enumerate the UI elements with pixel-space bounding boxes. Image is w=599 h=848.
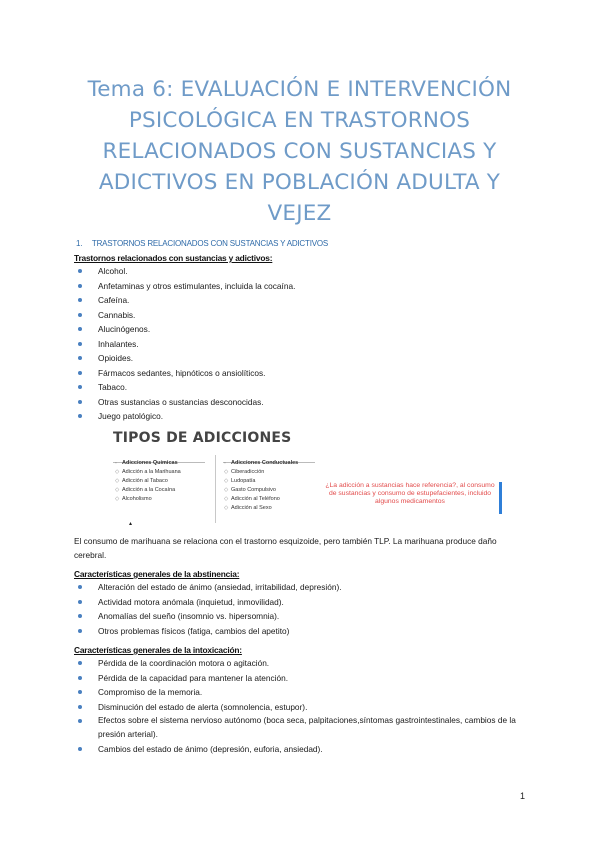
bullet-icon: [78, 356, 82, 360]
diamond-icon: ◇: [224, 505, 229, 511]
bullet-icon: [78, 298, 82, 302]
bullet-icon: [78, 719, 82, 723]
list-item: [74, 366, 295, 381]
section-heading: [76, 239, 328, 248]
dash-icon: -: [224, 460, 226, 466]
list-item-text: Adicción al Sexo: [231, 505, 272, 511]
list-item: [74, 742, 538, 757]
bullet-icon: [78, 629, 82, 633]
list-item-text: Compromiso de la memoria.: [98, 687, 203, 697]
list-item-text: Tabaco.: [98, 382, 128, 392]
title-line-2: PSICOLÓGICA EN TRASTORNOS: [128, 108, 471, 133]
list-item-text: Adicción a la Cocaína: [122, 487, 176, 493]
diamond-icon: ◇: [115, 478, 120, 484]
title-line-4: ADICTIVOS EN POBLACIÓN ADULTA Y: [98, 170, 501, 195]
list-item-text: Cafeína.: [98, 295, 130, 305]
accent-bar: [499, 482, 502, 514]
conductuales-column: [224, 459, 298, 513]
list-item-text: Adicción al Tabaco: [122, 478, 168, 484]
list-item-text: Cambios del estado de ánimo (depresión, euforia, ansiedad).: [98, 744, 323, 754]
list-item: [74, 595, 342, 610]
bullet-icon: [78, 661, 82, 665]
title-line-3: RELACIONADOS CON SUSTANCIAS Y: [102, 139, 497, 164]
list-item: [224, 504, 298, 513]
title-line-1: Tema 6: EVALUACIÓN E INTERVENCIÓN: [87, 77, 512, 102]
bullet-icon: [78, 705, 82, 709]
list-item: [74, 322, 295, 337]
list-item-text: Alucinógenos.: [98, 324, 151, 334]
bullet-icon: [78, 747, 82, 751]
title-line-5: VEJEZ: [267, 201, 332, 226]
list-item-text: Otras sustancias o sustancias desconocidas.: [98, 396, 264, 407]
tipos-adicciones-image: [107, 425, 507, 529]
quimicas-column: [115, 459, 181, 504]
bullet-icon: [78, 371, 82, 375]
section-number: 1.: [76, 239, 83, 248]
list-item-text: Fármacos sedantes, hipnóticos o ansiolíticos.: [98, 367, 266, 378]
list-item: [74, 279, 295, 294]
list-item: [115, 477, 181, 486]
dash-icon: -: [115, 460, 117, 466]
list-item-text: Alcohol.: [98, 266, 128, 276]
diamond-icon: ◇: [115, 496, 120, 502]
bullet-icon: [78, 414, 82, 418]
page-number: 1: [520, 791, 526, 801]
list-item: [74, 409, 295, 424]
list-item: [74, 700, 538, 715]
bullet-icon: [78, 585, 82, 589]
list-item: [74, 351, 295, 366]
image-quote: ¿La adicción a sustancias hace referencia?, al consumo de sustancias y consumo de estupefacientes, incluido algunos medicamentos: [325, 482, 495, 506]
dot-icon: ▴: [129, 521, 133, 527]
bullet-icon: [78, 385, 82, 389]
list-item-text: Ciberadicción: [231, 469, 265, 475]
list-item: [74, 264, 295, 279]
bullet-icon: [78, 600, 82, 604]
diamond-icon: ◇: [224, 469, 229, 475]
diamond-icon: ◇: [115, 487, 120, 493]
list-item: [74, 671, 538, 686]
list-item-text: Opioides.: [98, 353, 134, 363]
abstinencia-heading: Características generales de la abstinencia:: [74, 569, 240, 579]
body-paragraph: El consumo de marihuana se relaciona con el trastorno esquizoide, pero también TLP. La marihuana produce daño cerebral.: [74, 536, 497, 560]
list-item-text: Actividad motora anómala (inquietud, inmovilidad).: [98, 596, 284, 607]
list-item: [74, 395, 295, 410]
list-item-text: Disminución del estado de alerta (somnolencia, estupor).: [98, 701, 308, 712]
list-item: [74, 656, 538, 671]
diamond-icon: ◇: [115, 469, 120, 475]
list-item-text: Gasto Compulsivo: [231, 487, 276, 493]
page-title: [40, 74, 559, 229]
intoxicacion-heading: Características generales de la intoxicación:: [74, 645, 242, 655]
section-heading-text: TRASTORNOS RELACIONADOS CON SUSTANCIAS Y ADICTIVOS: [91, 239, 329, 248]
sustancias-list: [74, 264, 295, 424]
list-item: [74, 580, 342, 595]
list-item-text: Adicción al Teléfono: [231, 496, 280, 502]
diamond-icon: ◇: [224, 478, 229, 484]
quimicas-heading-text: Adicciones Químicas: [122, 460, 178, 466]
diamond-icon: ◇: [224, 496, 229, 502]
list-item-text: Alteración del estado de ánimo (ansiedad, irritabilidad, depresión).: [98, 582, 342, 592]
list-item-text: Juego patológico.: [98, 411, 164, 421]
list-item-text: Alcoholismo: [122, 496, 152, 502]
bullet-icon: [78, 676, 82, 680]
bullet-icon: [78, 690, 82, 694]
list-item: [224, 486, 298, 495]
list-item: [74, 685, 538, 700]
bullet-icon: [78, 269, 82, 273]
list-item: [74, 714, 538, 742]
intoxicacion-list: [74, 656, 538, 757]
list-item: [224, 495, 298, 504]
list-item-text: Efectos sobre el sistema nervioso autónomo (boca seca, palpitaciones,síntomas gastrointestinales, cambios de la presión arterial).: [98, 715, 516, 739]
abstinencia-list: [74, 580, 342, 638]
list-item-text: Pérdida de la capacidad para mantener la atención.: [98, 672, 289, 683]
vertical-divider: [215, 455, 216, 523]
list-item: [74, 380, 295, 395]
list-item: [74, 624, 342, 639]
bullet-icon: [78, 313, 82, 317]
bullet-icon: [78, 284, 82, 288]
list-item: [224, 468, 298, 477]
list-item-text: Anomalías del sueño (insomnio vs. hipersomnia).: [98, 611, 280, 621]
list-item-text: Ludopatía: [231, 478, 256, 484]
diamond-icon: ◇: [224, 487, 229, 493]
list-item-text: Otros problemas físicos (fatiga, cambios del apetito): [98, 625, 290, 636]
conductuales-heading: [224, 459, 298, 468]
list-item: [74, 609, 342, 624]
list-item-text: Anfetaminas y otros estimulantes, incluida la cocaína.: [98, 280, 296, 291]
list-item: [115, 495, 181, 504]
sustancias-heading: Trastornos relacionados con sustancias y adictivos:: [74, 253, 273, 263]
bullet-icon: [78, 614, 82, 618]
list-item-text: Pérdida de la coordinación motora o agitación.: [98, 658, 270, 668]
list-item: [74, 293, 295, 308]
list-item: [74, 308, 295, 323]
list-item-text: Cannabis.: [98, 309, 136, 320]
bullet-icon: [78, 400, 82, 404]
list-item: [224, 477, 298, 486]
list-item-text: Inhalantes.: [98, 338, 139, 349]
list-item: [115, 486, 181, 495]
bullet-icon: [78, 342, 82, 346]
quimicas-heading: [115, 459, 181, 468]
conductuales-heading-text: Adicciones Conductuales: [231, 460, 299, 466]
list-item: [74, 337, 295, 352]
bullet-icon: [78, 327, 82, 331]
list-item: [115, 468, 181, 477]
image-title: TIPOS DE ADICCIONES: [113, 430, 292, 446]
list-item-text: Adicción a la Marihuana: [122, 469, 181, 475]
